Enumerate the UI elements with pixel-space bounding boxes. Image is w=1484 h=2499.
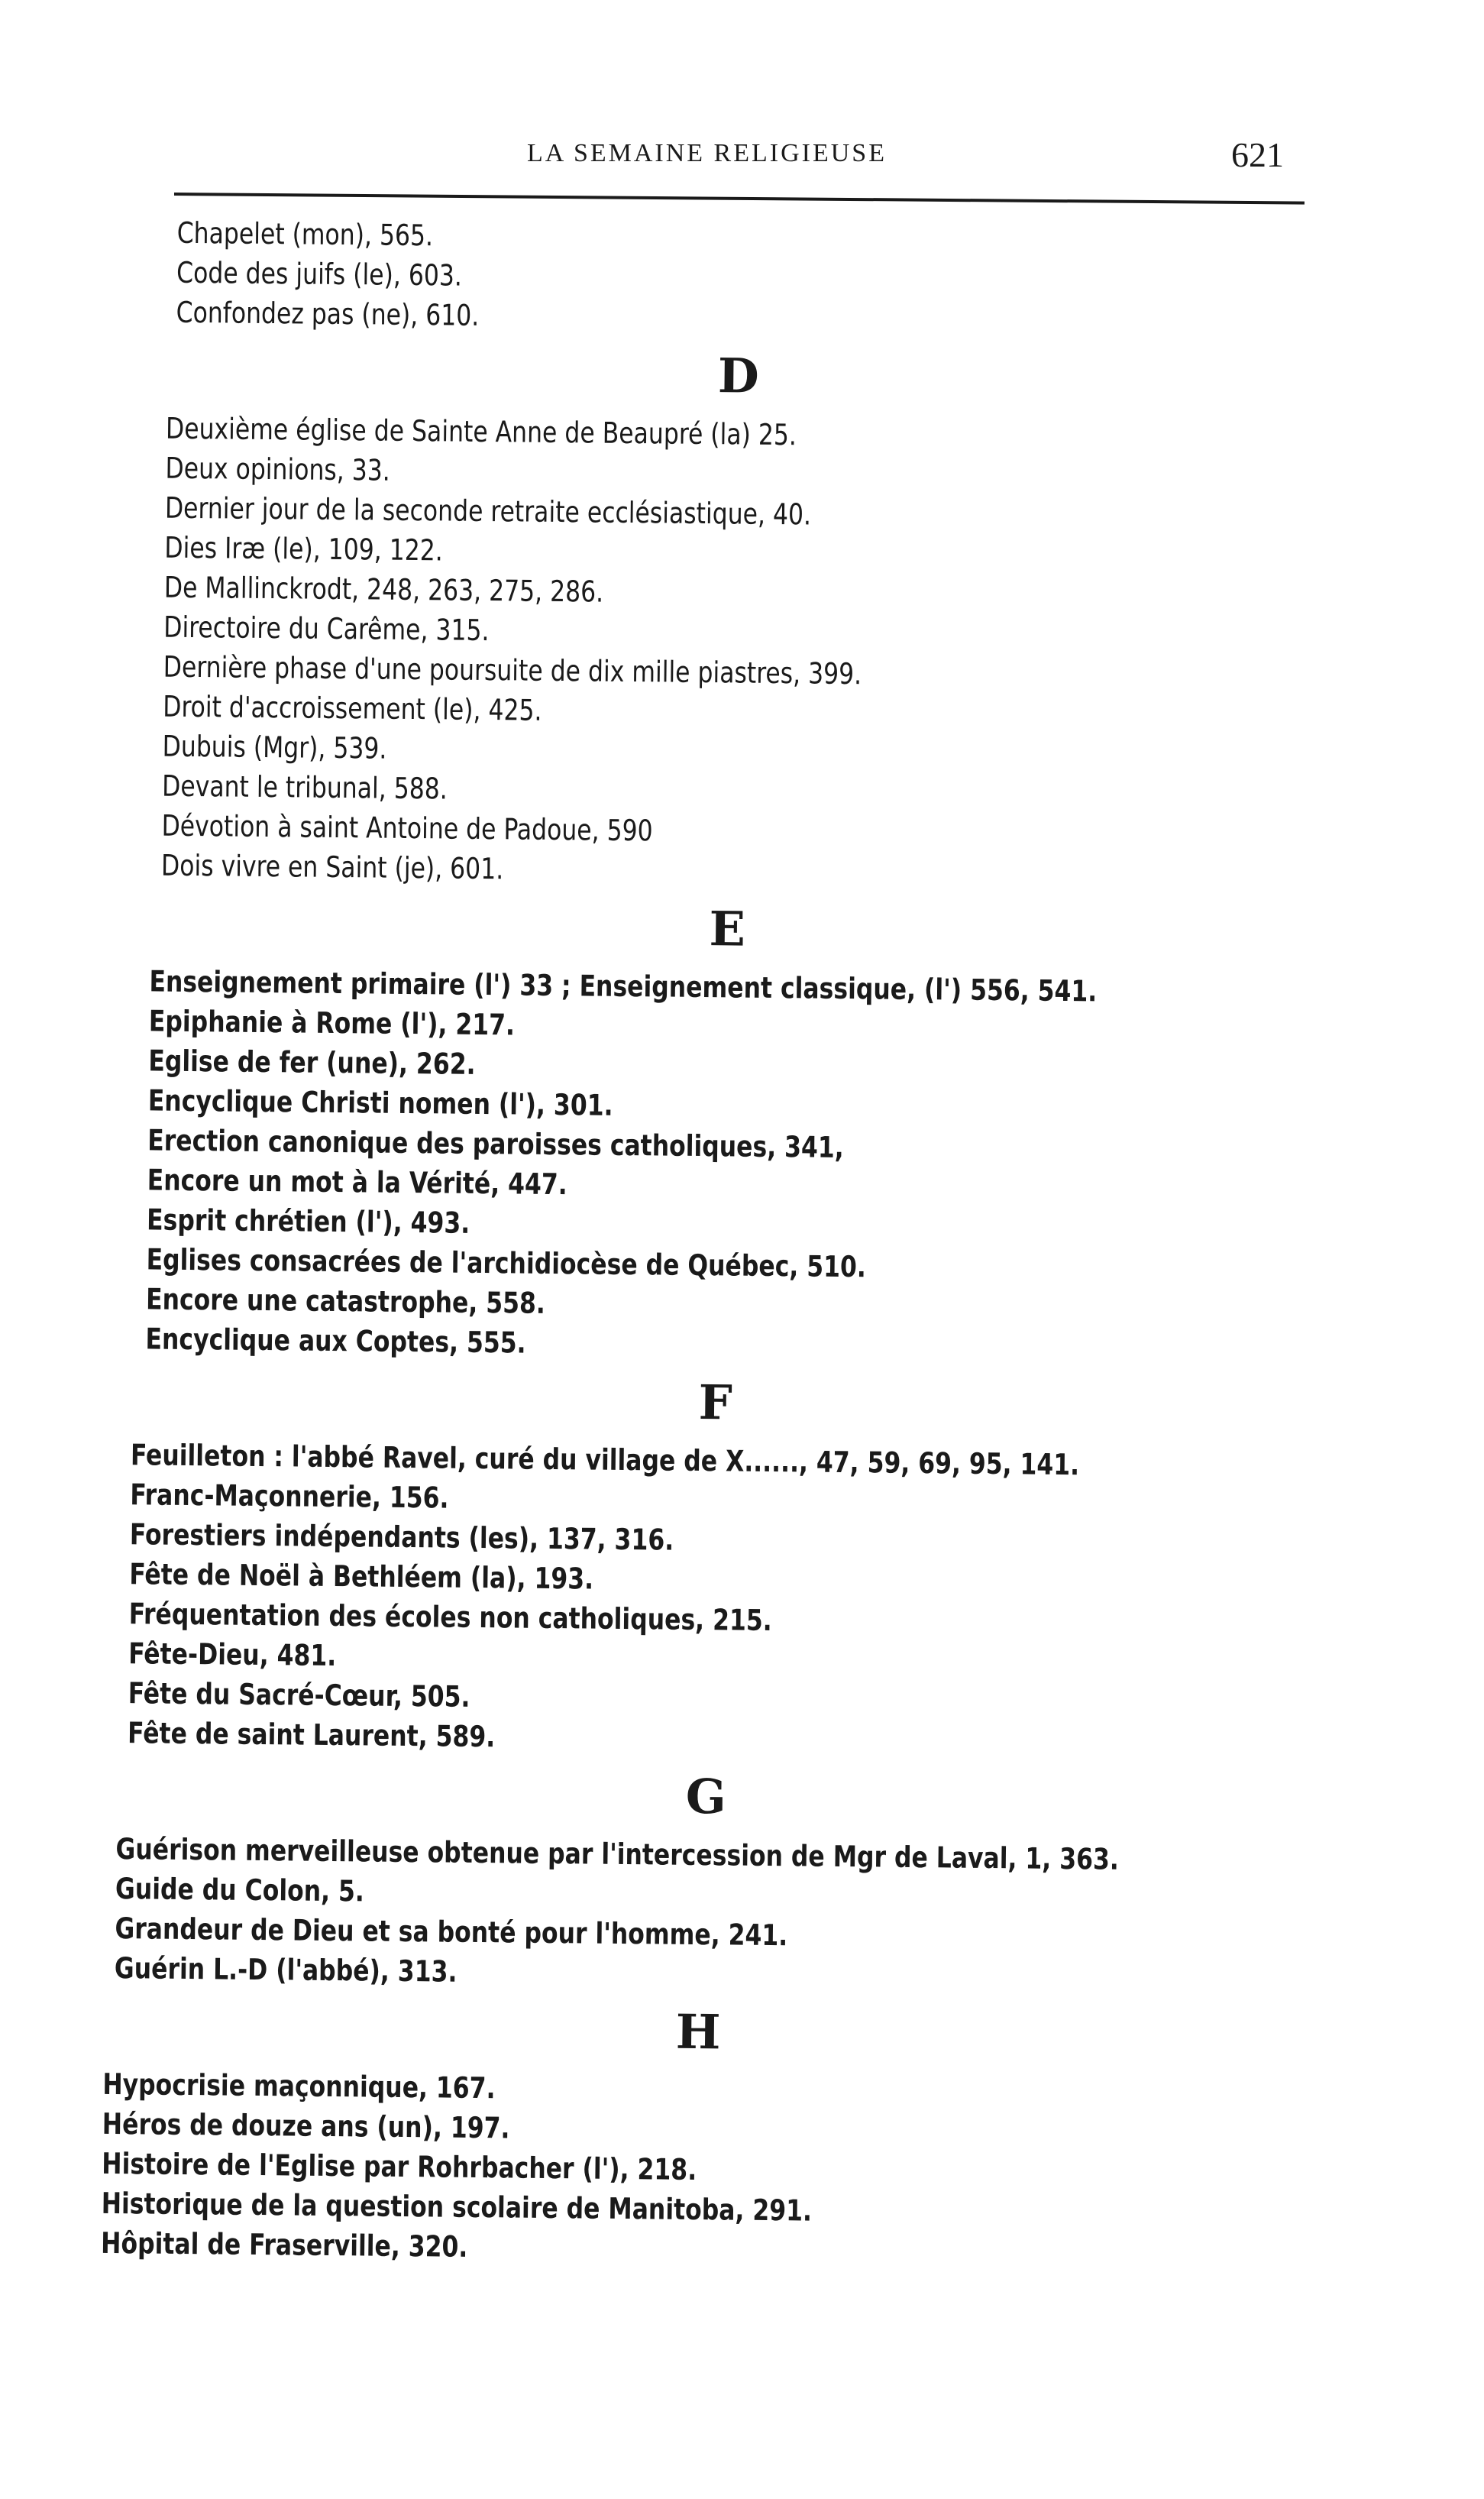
- section-letter-f: F: [698, 1374, 735, 1431]
- index-entry: Guide du Colon, 5.: [115, 1872, 365, 1908]
- index-section-h: [101, 1988, 1295, 2275]
- index-entry: Encore une catastrophe, 558.: [145, 1282, 546, 1320]
- index-entry: Droit d'accroissement (le), 425.: [163, 689, 542, 727]
- index-entry: Dévotion à saint Antoine de Padoue, 590: [161, 808, 653, 848]
- index-entry: Deuxième église de Sainte Anne de Beaupré (la) 25.: [165, 411, 797, 452]
- index-entry: Dois vivre en Saint (je), 601.: [160, 848, 504, 886]
- index-entry: Erection canonique des paroisses catholiques, 341,: [147, 1123, 844, 1164]
- index-body: [101, 212, 1314, 2275]
- index-entry: Encyclique aux Coptes, 555.: [145, 1322, 526, 1360]
- index-entry: Hôpital de Fraserville, 320.: [100, 2225, 468, 2264]
- index-entry: Histoire de l'Eglise par Rohrbacher (l'), 218.: [102, 2146, 697, 2187]
- section-letter-e: E: [709, 901, 748, 957]
- index-entry: Encyclique Christi nomen (l'), 301.: [147, 1083, 613, 1122]
- index-entry: Guérin L.-D (l'abbé), 313.: [114, 1951, 457, 1989]
- index-entry: Guérison merveilleuse obtenue par l'intercession de Mgr de Laval, 1, 363.: [115, 1832, 1120, 1876]
- section-letter-d: D: [717, 348, 761, 404]
- index-section-e: [110, 885, 1306, 1371]
- index-entry: Directoire du Carême, 315.: [163, 610, 490, 648]
- index-entry: Fête du Sacré-Cœur, 505.: [128, 1676, 470, 1714]
- index-entry: Epiphanie à Rome (l'), 217.: [148, 1004, 516, 1042]
- index-entry: Dubuis (Mgr), 539.: [162, 729, 387, 766]
- index-entry: Fête de saint Laurent, 589.: [127, 1716, 496, 1754]
- index-entry: Encore un mot à la Vérité, 447.: [147, 1163, 567, 1202]
- index-entry: Hypocrisie maçonnique, 167.: [102, 2067, 496, 2106]
- index-entry: Enseignement primaire (l') 33 ; Enseignement classique, (l') 556, 541.: [149, 964, 1098, 1008]
- page-number: 621: [1231, 135, 1284, 174]
- index-entry: Fête de Noël à Bethléem (la), 193.: [129, 1557, 594, 1596]
- index-entry: Héros de douze ans (un), 197.: [102, 2106, 510, 2145]
- index-entry: Devant le tribunal, 588.: [161, 769, 448, 806]
- index-entry: Feuilleton : l'abbé Ravel, curé du village de X......, 47, 59, 69, 95, 141.: [130, 1438, 1080, 1482]
- index-entry: Forestiers indépendants (les), 137, 316.: [129, 1517, 674, 1557]
- index-entry: Deux opinions, 33.: [165, 451, 390, 487]
- index-entry: Eglises consacrées de l'archidiocèse de Québec, 510.: [146, 1242, 867, 1284]
- index-section-g: [104, 1753, 1298, 2000]
- index-entry: De Mallinckrodt, 248, 263, 275, 286.: [163, 570, 604, 609]
- index-section-d: [115, 332, 1312, 897]
- index-entry: Historique de la question scolaire de Manitoba, 291.: [101, 2186, 813, 2228]
- index-entry: Fréquentation des écoles non catholiques, 215.: [128, 1597, 772, 1638]
- index-entry: Fête-Dieu, 481.: [128, 1636, 337, 1673]
- index-entry: Dernière phase d'une poursuite de dix mille piastres, 399.: [163, 649, 862, 691]
- running-title: LA SEMAINE RELIGIEUSE: [527, 139, 887, 167]
- index-section-c-continued: [121, 212, 1314, 344]
- index-entry: Code des juifs (le), 603.: [176, 255, 463, 293]
- index-entry: Esprit chrétien (l'), 493.: [146, 1203, 470, 1240]
- index-entry: Dies Iræ (le), 109, 122.: [164, 530, 443, 568]
- index-entry: Eglise de fer (une), 262.: [148, 1044, 476, 1081]
- header-rule: [174, 193, 1305, 205]
- index-entry: Chapelet (mon), 565.: [176, 215, 434, 253]
- index-entry: Confondez pas (ne), 610.: [176, 295, 480, 332]
- index-entry: Franc-Maçonnerie, 156.: [130, 1478, 449, 1515]
- index-entry: Dernier jour de la seconde retraite ecclésiastique, 40.: [164, 490, 812, 532]
- index-entry: Grandeur de Dieu et sa bonté pour l'homme, 241.: [115, 1911, 788, 1953]
- section-letter-g: G: [685, 1768, 729, 1825]
- section-letter-h: H: [675, 2003, 723, 2060]
- index-section-f: [106, 1358, 1301, 1765]
